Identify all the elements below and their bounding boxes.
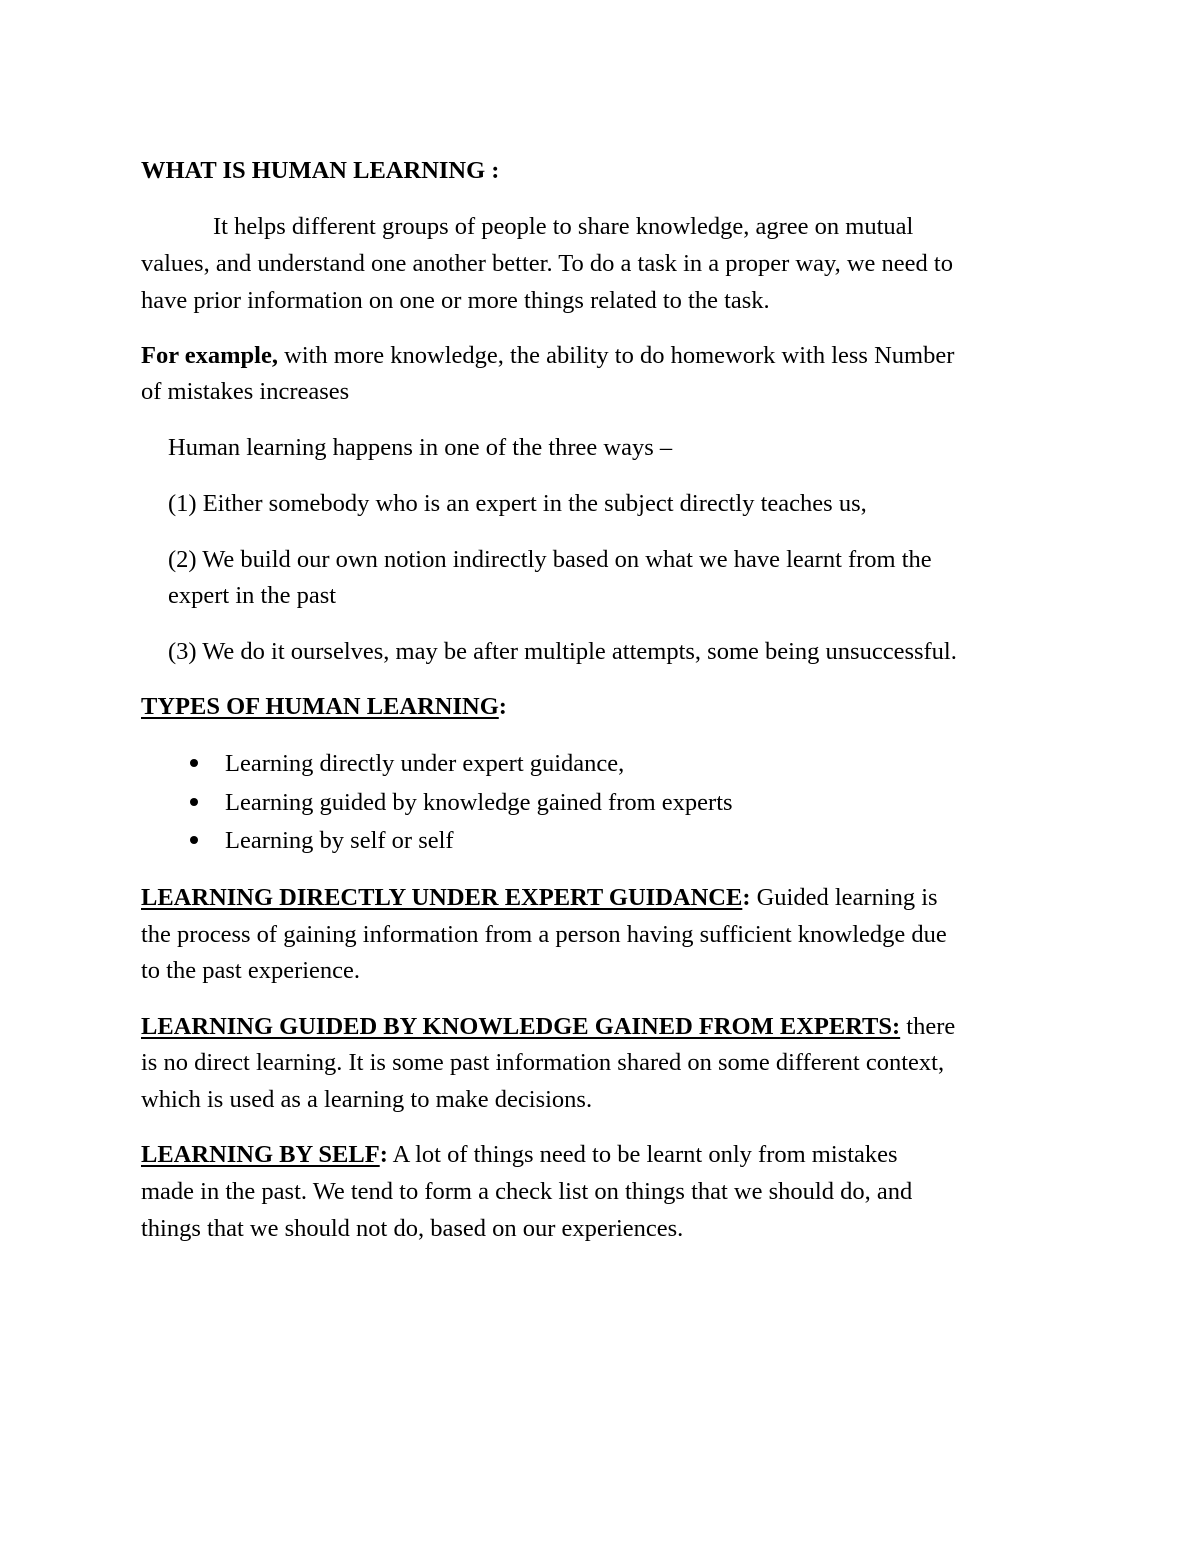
direct-heading: LEARNING DIRECTLY UNDER EXPERT GUIDANCE: [141, 884, 743, 911]
list-item: [188, 784, 733, 823]
way-3: (3) We do it ourselves, may be after multiple attempts, some being unsuccessful.: [168, 638, 957, 665]
intro-line-3: have prior information on one or more things related to the task.: [141, 287, 770, 314]
example-line-2: of mistakes increases: [141, 378, 350, 405]
heading-what-is-human-learning: WHAT IS HUMAN LEARNING :: [141, 157, 500, 184]
direct-line-1: [141, 879, 938, 916]
types-list: [188, 745, 733, 861]
direct-line-3: to the past experience.: [141, 957, 361, 984]
guided-heading: LEARNING GUIDED BY KNOWLEDGE GAINED FROM EXPERTS:: [141, 1013, 901, 1040]
list-item-text: Learning by self or self: [225, 827, 454, 854]
bullet-icon: [190, 759, 198, 767]
list-item-text: Learning guided by knowledge gained from experts: [225, 788, 733, 816]
types-heading-colon: :: [498, 693, 507, 720]
list-item: [188, 822, 733, 861]
example-text: with more knowledge, the ability to do homework with less Number: [278, 342, 955, 369]
bullet-icon: [190, 798, 198, 806]
types-heading-text: TYPES OF HUMAN LEARNING: [141, 693, 499, 720]
heading-types-of-human-learning: [141, 688, 507, 725]
guided-line-3: which is used as a learning to make decisions.: [141, 1086, 593, 1113]
direct-heading-colon: :: [742, 884, 751, 911]
example-line-1: [141, 337, 954, 374]
way-2-line-1: (2) We build our own notion indirectly based on what we have learnt from the: [168, 546, 932, 573]
way-2-line-2: expert in the past: [168, 582, 337, 609]
bullet-icon: [190, 836, 198, 844]
direct-line-2: the process of gaining information from a person having sufficient knowledge due: [141, 921, 947, 948]
self-line-3: things that we should not do, based on our experiences.: [141, 1215, 684, 1242]
example-label: For example,: [141, 342, 278, 369]
guided-line-2: is no direct learning. It is some past information shared on some different context,: [141, 1049, 945, 1076]
self-line-1: [141, 1136, 898, 1173]
list-item: [188, 745, 733, 784]
self-line-2: made in the past. We tend to form a check list on things that we should do, and: [141, 1178, 913, 1205]
way-1: (1) Either somebody who is an expert in the subject directly teaches us,: [168, 490, 867, 517]
direct-text: Guided learning is: [750, 884, 938, 911]
self-text: A lot of things need to be learnt only from mistakes: [387, 1141, 898, 1168]
self-heading-colon: :: [379, 1141, 388, 1168]
guided-text: there: [900, 1013, 956, 1040]
ways-intro: Human learning happens in one of the three ways –: [168, 434, 673, 461]
intro-line-1: It helps different groups of people to share knowledge, agree on mutual: [213, 213, 914, 240]
list-item-text: Learning directly under expert guidance,: [225, 750, 625, 777]
self-heading: LEARNING BY SELF: [141, 1141, 380, 1168]
intro-line-2: values, and understand one another better. To do a task in a proper way, we need to: [141, 250, 953, 277]
guided-line-1: [141, 1008, 955, 1045]
